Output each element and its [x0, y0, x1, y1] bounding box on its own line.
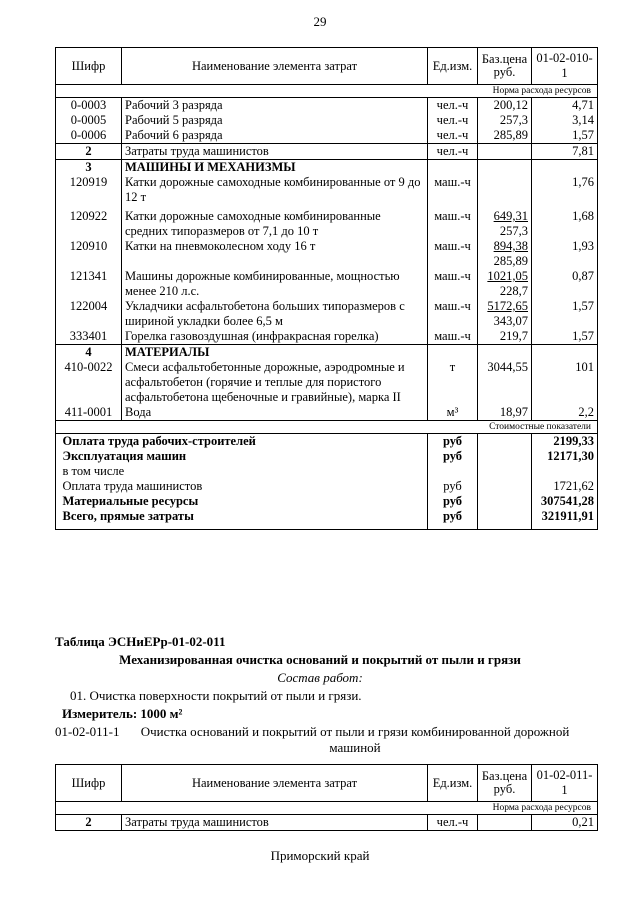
header-name: Наименование элемента затрат [122, 765, 428, 802]
row-code: 121341 [56, 269, 122, 299]
cost-unit: руб [428, 494, 478, 509]
section-code: 4 [56, 345, 122, 361]
row-norm: 1,93 [532, 239, 598, 269]
table-row [56, 815, 598, 831]
row-name: Рабочий 3 разряда [122, 98, 428, 114]
footer-region: Приморский край [270, 848, 370, 863]
price-value-2: 257,3 [499, 224, 528, 238]
header-code: Шифр [56, 48, 122, 85]
row-norm: 0,87 [532, 269, 598, 299]
meter: Измеритель: 1000 м² [62, 706, 183, 721]
cost-name: Оплата труда машинистов [62, 479, 203, 493]
row-unit: чел.-ч [428, 144, 478, 160]
row-code: 0-0006 [56, 128, 122, 144]
row-code: 0-0003 [56, 98, 122, 114]
row-code: 120919 [56, 175, 122, 209]
cost-value: 1721,62 [532, 479, 598, 494]
row-price [478, 299, 532, 329]
cost-unit: руб [428, 479, 478, 494]
cost-unit: руб [428, 434, 478, 450]
resource-table-01-02-011-1 [55, 764, 598, 831]
cost-row [56, 479, 598, 494]
row-price [478, 269, 532, 299]
row-unit: чел.-ч [428, 98, 478, 114]
row-norm: 3,14 [532, 113, 598, 128]
row-name: Рабочий 5 разряда [122, 113, 428, 128]
row-unit: м³ [428, 405, 478, 421]
row-name: Смеси асфальтобетонные дорожные, аэродромные и асфальтобетон (горячие и теплые для пористого асфальтобетона щебеночные и гравийные), марка II [122, 360, 428, 405]
row-name: Катки на пневмоколесном ходу 16 т [122, 239, 428, 269]
row-price: 18,97 [478, 405, 532, 421]
header-code: Шифр [56, 765, 122, 802]
row-price: 285,89 [478, 128, 532, 144]
cost-name: Материальные ресурсы [62, 494, 199, 508]
price-value-2: 228,7 [499, 284, 528, 298]
row-price: 257,3 [478, 113, 532, 128]
cost-row [56, 509, 598, 530]
row-unit: маш.-ч [428, 269, 478, 299]
section-heading: Механизированная очистка оснований и покрытий от пыли и грязи [119, 652, 521, 667]
table-row [56, 128, 598, 144]
row-norm: 1,76 [532, 175, 598, 209]
row-unit: т [428, 360, 478, 405]
row-price [478, 815, 532, 831]
row-code: 2 [56, 144, 122, 160]
cost-value: 2199,33 [532, 434, 598, 450]
row-norm: 0,21 [532, 815, 598, 831]
row-unit: маш.-ч [428, 329, 478, 345]
section-code: 3 [56, 160, 122, 176]
section-name: МАШИНЫ И МЕХАНИЗМЫ [122, 160, 428, 176]
norm-caption: Норма расхода ресурсов [56, 802, 598, 815]
row-norm: 4,71 [532, 98, 598, 114]
table-row [56, 239, 598, 269]
header-name: Наименование элемента затрат [122, 48, 428, 85]
row-norm: 1,57 [532, 128, 598, 144]
row-unit: маш.-ч [428, 299, 478, 329]
row-name: Вода [122, 405, 428, 421]
table-row [56, 405, 598, 421]
row-name: Укладчики асфальтобетона больших типоразмеров с шириной укладки более 6,5 м [122, 299, 428, 329]
row-norm: 1,68 [532, 209, 598, 239]
table-row [56, 299, 598, 329]
cost-unit: руб [428, 449, 478, 464]
row-unit: чел.-ч [428, 113, 478, 128]
resource-table-01-02-010-1 [55, 47, 598, 530]
row-unit: маш.-ч [428, 239, 478, 269]
table-row [56, 98, 598, 114]
header-price: Баз.цена руб. [478, 765, 532, 802]
norm-description: Очистка оснований и покрытий от пыли и грязи комбинированной дорожной машиной [140, 724, 570, 755]
row-norm: 101 [532, 360, 598, 405]
header-unit: Ед.изм. [428, 48, 478, 85]
price-value: 649,31 [493, 209, 528, 223]
row-code: 410-0022 [56, 360, 122, 405]
cost-name: Оплата труда рабочих-строителей [62, 434, 256, 448]
table-row [56, 360, 598, 405]
row-unit: чел.-ч [428, 815, 478, 831]
cost-value: 321911,91 [532, 509, 598, 530]
header-norm: 01-02-011-1 [532, 765, 598, 802]
section-name: МАТЕРИАЛЫ [122, 345, 428, 361]
row-code: 333401 [56, 329, 122, 345]
table-header [56, 48, 598, 85]
section-row-materials [56, 345, 598, 361]
cost-unit: руб [428, 509, 478, 530]
cost-value: 307541,28 [532, 494, 598, 509]
row-price: 200,12 [478, 98, 532, 114]
row-code: 122004 [56, 299, 122, 329]
price-value: 894,38 [493, 239, 528, 253]
row-code: 120910 [56, 239, 122, 269]
row-code: 2 [56, 815, 122, 831]
row-name: Затраты труда машинистов [122, 144, 428, 160]
cost-unit [428, 464, 478, 479]
cost-value [532, 464, 598, 479]
cost-row [56, 494, 598, 509]
price-value-2: 343,07 [493, 314, 528, 328]
row-name: Горелка газовоздушная (инфракрасная горелка) [122, 329, 428, 345]
norm-caption: Норма расхода ресурсов [56, 85, 598, 98]
row-price: 3044,55 [478, 360, 532, 405]
cost-row [56, 434, 598, 450]
row-name: Затраты труда машинистов [122, 815, 428, 831]
table-row [56, 113, 598, 128]
row-price [478, 175, 532, 209]
work-composition-title: Состав работ: [277, 670, 363, 685]
row-price [478, 209, 532, 239]
section-row-machines [56, 160, 598, 176]
cost-name: в том числе [62, 464, 125, 478]
price-value: 1021,05 [487, 269, 528, 283]
table-row [56, 329, 598, 345]
row-name: Рабочий 6 разряда [122, 128, 428, 144]
row-price [478, 144, 532, 160]
cost-row [56, 449, 598, 464]
header-unit: Ед.изм. [428, 765, 478, 802]
cost-name: Всего, прямые затраты [62, 509, 194, 523]
row-price: 219,7 [478, 329, 532, 345]
work-item: 01. Очистка поверхности покрытий от пыли и грязи. [70, 688, 362, 703]
row-name: Катки дорожные самоходные комбинированные средних типоразмеров от 7,1 до 10 т [122, 209, 428, 239]
table-header [56, 765, 598, 802]
table-row [56, 175, 598, 209]
row-price [478, 239, 532, 269]
row-unit: маш.-ч [428, 209, 478, 239]
row-norm: 1,57 [532, 329, 598, 345]
table-title: Таблица ЭСНиЕРр-01-02-011 [55, 634, 226, 649]
cost-name: Эксплуатация машин [62, 449, 187, 463]
row-code: 411-0001 [56, 405, 122, 421]
price-value: 5172,65 [487, 299, 528, 313]
row-name: Катки дорожные самоходные комбинированные от 9 до 12 т [122, 175, 428, 209]
row-norm: 2,2 [532, 405, 598, 421]
row-name: Машины дорожные комбинированные, мощностью менее 210 л.с. [122, 269, 428, 299]
cost-caption: Стоимостные показатели [56, 421, 598, 434]
row-code: 120922 [56, 209, 122, 239]
cost-value: 12171,30 [532, 449, 598, 464]
page-number: 29 [313, 14, 327, 29]
norm-code: 01-02-011-1 [55, 724, 120, 739]
table-row [56, 209, 598, 239]
table-row [56, 269, 598, 299]
header-norm: 01-02-010-1 [532, 48, 598, 85]
cost-row [56, 464, 598, 479]
price-value-2: 285,89 [493, 254, 528, 268]
row-norm: 1,57 [532, 299, 598, 329]
row-norm: 7,81 [532, 144, 598, 160]
table-row [56, 144, 598, 160]
row-unit: чел.-ч [428, 128, 478, 144]
row-code: 0-0005 [56, 113, 122, 128]
row-unit: маш.-ч [428, 175, 478, 209]
header-price: Баз.цена руб. [478, 48, 532, 85]
